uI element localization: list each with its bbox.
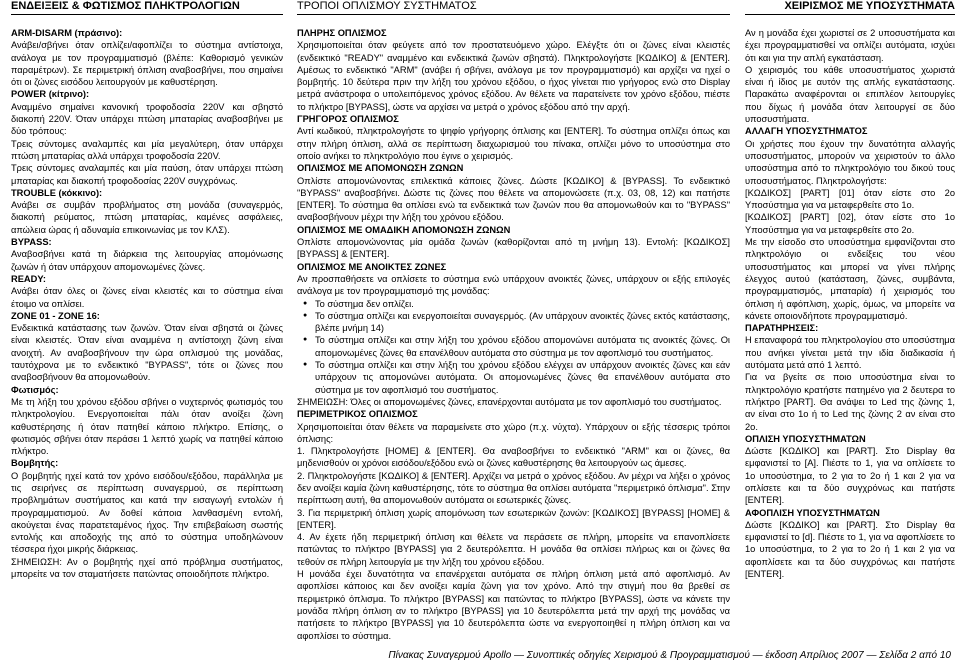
paragraph: Αναμμένο σημαίνει κανονική τροφοδοσία 220V και σβηστό διακοπή 220V. Όταν υπάρχει πτώση μπαταρίας αναβοσβήνει με δύο τρόπους: (11, 101, 283, 137)
paragraph: 3. Για περιμετρική όπλιση χωρίς απομόνωση των εσωτερικών ζωνών: [ΚΩΔΙΚΟΣ] [BYPASS] [HOME] & [ENTER]. (297, 507, 730, 530)
column-arming-modes (297, 0, 730, 642)
column-indicators (11, 0, 283, 580)
list-item: ● Το σύστημα οπλίζει και στην λήξη του χρόνου εξόδου απομονώνει αυτόματα τις ανοικτές ζώνες. Οι απομονωμένες ζώνες θα επανέλθουν αυτόματα στο σύστημα με τον αφοπλισμό του συστήματος. (315, 334, 730, 359)
column-body-indicators (11, 27, 283, 580)
column-title-arming-modes: ΤΡΟΠΟΙ ΟΠΛΙΣΜΟΥ ΣΥΣΤΗΜΑΤΟΣ (297, 0, 730, 15)
section-heading: READY: (11, 273, 46, 284)
paragraph: ΣΗΜΕΙΩΣΗ: Αν ο βομβητής ηχεί από πρόβλημα συστήματος, μπορείτε να τον σταματήσετε πατώντας οποιοδήποτε πλήκτρο. (11, 556, 283, 580)
paragraph: Τρεις σύντομες αναλαμπές και μία μεγαλύτερη, όταν υπάρχει πτώση μπαταρίας αλλά υπάρχει τροφοδοσία 220V. (11, 138, 283, 161)
list-item: ● Το σύστημα δεν οπλίζει. (315, 298, 730, 310)
paragraph: 4. Αν έχετε ήδη περιμετρική όπλιση και θέλετε να περάσετε σε πλήρη, μπορείτε να επανοπλίσετε πατώντας το πλήκτρο [BYPASS] για 2 δευτερόλεπτα. Η μονάδα θα οπλίσει πλήρως και οι ζώνες θα τεθούν σε πλήρη λειτουργία με την λήξη του χρόνου εξόδου. (297, 532, 730, 567)
column-body-arming-modes (297, 27, 730, 642)
paragraph: Με την είσοδο στο υποσύστημα εμφανίζονται στο πληκτρολόγιο οι ενδείξεις του νέου υποσυστήματος και μπορεί να γίνει πλήρης έλεγχος αυτού (κατάσταση, ζώνες, συμβάντα, προγραμματισμός, μπαταρία) ή χειρισμός του όπλιση ή αφόπλιση, χωρίς, όμως, να μπορείτε να κάνετε οποιονδήποτε προγραμματισμό. (745, 237, 955, 321)
paragraph: Ο βομβητής ηχεί κατά τον χρόνο εισόδου/εξόδου, παράλληλα με τις σειρήνες σε περίπτωση συναγερμού, σε περίπτωση προβλημάτων συστήματος και κατά την εισαγωγή εντολών ή προγραμματισμού. Αν δοθεί κάποια λανθασμένη εντολή, ακούγεται ένας παρατεταμένος ήχος. Την επιβεβαίωση σωστής εντολής και αποδοχής της από το σύστημα υποδηλώνουν τέσσερα ήχοι μικρής διάρκειας. (11, 470, 283, 555)
paragraph: Οπλίστε απομονώνοντας επιλεκτικά κάποιες ζώνες. Δώστε [ΚΩΔΙΚΟ] & [BYPASS]. Το ενδεικτικό "BYPASS" αναβοσβήνει. Δώστε τις ζώνες που θέλετε να απομονώσετε (π.χ. 03, 08, 12) και πατήστε [ENTER]. Το σύστημα θα οπλίσει ενώ τα ενδεικτικά των ζωνών που θα απομονωθούν και το "BYPASS" αναβοσβήνουν μέχρι την λήξη του χρόνου εξόδου. (297, 175, 730, 223)
column-body-subsystems (745, 27, 955, 580)
paragraph: [ΚΩΔΙΚΟΣ] [PART] [02], όταν είστε στο 1ο Υποσύστημα για να μεταφερθείτε στο 2ο. (745, 212, 955, 235)
paragraph: Για να βγείτε σε ποιο υποσύστημα είναι το πληκτρολόγιο κρατήστε πατημένο για 2 δευτερα το πλήκτρο [PART]. Θα ανάψει το Led της ζώνης 1, αν είναι στο 1ο ή το Led της ζώνης 2 αν είναι στο 2ο. (745, 372, 955, 432)
paragraph: Ανάβει σε συμβάν προβλήματος στη μονάδα (συναγερμός, διακοπή ρεύματος, πτώση μπαταρίας, καμένες ασφάλειες, απώλεια ώρας ή αδυναμία επικοινωνίας με τον ΚΛΣ). (11, 200, 283, 235)
paragraph: Δώστε [ΚΩΔΙΚΟ] και [PART]. Στο Display θα εμφανιστεί το [d]. Πιέστε το 1, για να αφοπλίσετε το 1ο υποσύστημα, το 2 για το 2ο ή 1 και 2 για να αφοπλίσετε και τα δύο συγχρόνως και πατήστε [ENTER]. (745, 519, 955, 580)
section-heading: ΟΠΛΙΣΗ ΥΠΟΣΥΣΤΗΜΑΤΩΝ (745, 433, 866, 444)
paragraph: Αντί κωδικού, πληκτρολογήστε το ψηφίο γρήγορης όπλισης και [ENTER]. Το σύστημα οπλίζει όπως και στην πλήρη όπλιση, αλλά σε περίπτωση διαχωρισμού του πίνακα, οπλίζει μόνο το υποσύστημα στο οποίο ανήκει το πληκτρολόγιο που έγινε ο χειρισμός. (297, 126, 730, 161)
section-heading: ΑΦΟΠΛΙΣΗ ΥΠΟΣΥΣΤΗΜΑΤΩΝ (745, 507, 880, 518)
section-heading: ΟΠΛΙΣΜΟΣ ΜΕ ΑΝΟΙΚΤΕΣ ΖΩΝΕΣ (297, 261, 447, 272)
paragraph: Τρεις σύντομες αναλαμπές και μία παύση, όταν υπάρχει πτώση μπαταρίας και διακοπή τροφοδοσίας 220V συγχρόνως. (11, 163, 283, 186)
section-heading: ΠΑΡΑΤΗΡΗΣΕΙΣ: (745, 323, 819, 334)
section-heading: ΟΠΛΙΣΜΟΣ ΜΕ ΟΜΑΔΙΚΗ ΑΠΟΜΟΝΩΣΗ ΖΩΝΩΝ (297, 224, 511, 235)
paragraph: Η επαναφορά του πληκτρολογίου στο υποσύστημα που ανήκει γίνεται μετά την ιδία διαδικασία ή αυτόματα μετά από 1 λεπτό. (745, 335, 955, 371)
paragraph: Οπλίστε απομονώνοντας μία ομάδα ζωνών (καθορίζονται από τη μνήμη 13). Εντολή: [ΚΩΔΙΚΟΣ] [BYPASS] & [ENTER]. (297, 237, 730, 260)
section-heading: ZONE 01 - ZONE 16: (11, 310, 100, 321)
column-title-subsystems: ΧΕΙΡΙΣΜΟΣ ΜΕ ΥΠΟΣΥΣΤΗΜΑΤΑ (745, 0, 955, 15)
paragraph: Ο χειρισμός του κάθε υποσυστήματος χωριστά είναι ή ίδιος με αυτόν της απλής εγκατάστασης. Παρακάτω αναφέρονται οι επιπλέον λειτουργίες που δίχως ή μονάδα όταν λειτουργεί σε δύο υποσυστήματα. (745, 64, 955, 125)
column-subsystems (745, 0, 955, 580)
paragraph: [ΚΩΔΙΚΟΣ] [PART] [01] όταν είστε στο 2ο Υποσύστημα για να μεταφερθείτε στο 1ο. (745, 187, 955, 211)
paragraph: Χρησιμοποιείται όταν θέλετε να παραμείνετε στο χώρο (π.χ. νύχτα). Υπάρχουν οι εξής τέσσερις τρόποι όπλισης: (297, 421, 730, 444)
paragraph: Αν προσπαθήσετε να οπλίσετε το σύστημα ενώ υπάρχουν ανοικτές ζώνες, υπάρχουν οι εξής επιλογές ανάλογα με τον προγραμματισμό της μονάδας: (297, 273, 730, 297)
section-heading: ΟΠΛΙΣΜΟΣ ΜΕ ΑΠΟΜΟΝΩΣΗ ΖΩΝΩΝ (297, 163, 464, 174)
list-item: ● Το σύστημα οπλίζει και ενεργοποιείται συναγερμός. (Αν υπάρχουν ανοικτές ζώνες εκτός κατάστασης, βλέπε μνήμη 14) (315, 310, 730, 335)
list-item: ● Το σύστημα οπλίζει και στην λήξη του χρόνου εξόδου ελέγχει αν υπάρχουν ανοικτές ζώνες και εάν υπάρχουν τις απομονώνει αυτόματα. Οι απομονωμένες ζώνες θα επανέλθουν αυτόματα στο σύστημα με τον αφοπλισμό του συστήματος. (315, 359, 730, 396)
paragraph: Η μονάδα έχει δυνατότητα να επανέρχεται αυτόματα σε πλήρη όπλιση μετά από αφοπλισμό. Αν αφοπλίσει κάποιος και δεν ανοίξει καμία ζώνη για τον χρόνο. Από την στιγμή που θα βρεθεί σε περιμετρικό όπλισμα. Το πλήκτρο [BYPASS] και πατώντας το πλήκτρο [BYPASS], ώστε να κάνετε την μονάδα πλήρη όπλιση αν το πλήκτρο [BYPASS] για 10 δευτερόλεπτα μετά την αρχή της μονάδας να πατήσετε το πλήκτρο [BYPASS] για 10 δευτερόλεπτα ώστε να ενεργοποιηθεί η πλήρη όπλιση και να αφοπλίσει το σύστημα. (297, 569, 730, 641)
paragraph: 1. Πληκτρολογήστε [HOME] & [ENTER]. Θα αναβοσβήνει το ενδεικτικό "ARM" και οι ζώνες, θα μηδενισθούν οι χρόνοι εισόδου/εξόδου ενώ οι ζώνες καθυστέρησης θα λειτουργούν ως άμεσες. (297, 446, 730, 469)
paragraph: Οι χρήστες που έχουν την δυνατότητα αλλαγής υποσυστήματος, μπορούν να χειριστούν το άλλο υποσύστημα από το πληκτρολόγιο του δικού τους υποσυστήματος. Πληκτρολογήστε: (745, 138, 955, 186)
section-heading: POWER (κίτρινο): (11, 89, 90, 100)
paragraph: Χρησιμοποιείται όταν φεύγετε από τον προστατευόμενο χώρο. Ελέγξτε ότι οι ζώνες είναι κλειστές (ενδεικτικό "READY" αναμμένο και ενδεικτικά ζωνών σβηστά). Πληκτρολογήστε [ΚΩΔΙΚΟ] & [ENTER]. Αμέσως το ενδεικτικό "ARM" (ανάβει ή σβήνει, ανάλογα με τον προγραμματισμό) και αρχίζει να ηχεί ο βομβητής. 10 δεύτερα πριν την λήξη του χρόνου εξόδου, ο ήχος γίνεται πιο γρήγορος ενώ στο Display μετρά ανάστροφα ο υπολειπόμενος χρόνος εξόδου. Αν θέλετε να παρατείνετε τον χρόνο εξόδου, πιέστε το πλήκτρο [BYPASS], ώστε να αρχίσει να μετρά ο χρόνος εξόδου από την αρχή. (297, 40, 730, 112)
paragraph: Αναβοσβήνει κατά τη διάρκεια της λειτουργίας απομόνωσης ζωνών ή όταν υπάρχουν απομονωμένες ζώνες. (11, 249, 283, 272)
paragraph: Δώστε [ΚΩΔΙΚΟ] και [PART]. Στο Display θα εμφανιστεί το [A]. Πιέστε το 1, για να οπλίσετε το 1ο υποσύστημα, το 2 για το 2ο ή 1 και 2 για να οπλίσετε και τα δύο συγχρόνως και πατήστε [ENTER]. (745, 446, 955, 506)
section-heading: ARM-DISARM (πράσινο): (11, 28, 123, 38)
bullet-list (297, 298, 730, 396)
page-footer: Πίνακας Συναγερμού Apollo — Συνοπτικές οδηγίες Χειρισμού & Προγραμματισμού — έκδοση Απρίλιος 2007 — Σελίδα 2 από 10 (388, 650, 951, 661)
paragraph: 2. Πληκτρολογήστε [ΚΩΔΙΚΟ] & [ENTER]. Αρχίζει να μετρά ο χρόνος εξόδου. Αν μέχρι να λήξει ο χρόνος δεν ανοίξει καμία ζώνη καθυστέρησης, τότε το σύστημα θα οπλίσει αυτόματα "περιμετρικό όπλισμα". Στην περίπτωση αυτή, θα απομονωθούν αυτόματα οι εσωτερικές ζώνες. (297, 470, 730, 506)
paragraph: Ανάβει/σβήνει όταν οπλίζει/αφοπλίζει το σύστημα αντίστοιχα, ανάλογα με τον προγραμματισμό (βλέπε: Καθορισμό γενικών παραμέτρων). Σε περιμετρική όπλιση αναβοσβήνει, που σημαίνει ότι οι ζώνες εισόδου λειτουργούν με καθυστέρηση. (11, 40, 283, 88)
paragraph: ΣΗΜΕΙΩΣΗ: Όλες οι απομονωμένες ζώνες, επανέρχονται αυτόματα με τον αφοπλισμό του συστήματος. (297, 396, 722, 407)
section-heading: ΠΛΗΡΗΣ ΟΠΛΙΣΜΟΣ (297, 28, 387, 38)
section-heading: ΠΕΡΙΜΕΤΡΙΚΟΣ ΟΠΛΙΣΜΟΣ (297, 409, 418, 420)
paragraph: Ανάβει όταν όλες οι ζώνες είναι κλειστές και το σύστημα είναι έτοιμο να οπλίσει. (11, 286, 283, 309)
section-heading: Φωτισμός: (11, 384, 59, 395)
paragraph: Με τη λήξη του χρόνου εξόδου σβήνει ο νυχτερινός φωτισμός του πληκτρολογίου. Ενεργοποιείται πάλι όταν ανοίξει ζώνη καθυστέρησης ή όταν πατηθεί κάποιο πλήκτρο. Επίσης, ο φωτισμός σβήνει όταν περάσει 1 λεπτό χωρίς να πατηθεί κάποιο πλήκτρο. (11, 396, 283, 457)
section-heading: ΑΛΛΑΓΗ ΥΠΟΣΥΣΤΗΜΑΤΟΣ (745, 126, 868, 137)
column-title-indicators: ΕΝΔΕΙΞΕΙΣ & ΦΩΤΙΣΜΟΣ ΠΛΗΚΤΡΟΛΟΓΙΩΝ (11, 0, 283, 15)
paragraph: Ενδεικτικά κατάστασης των ζωνών. Όταν είναι σβηστά οι ζώνες είναι κλειστές. Όταν είναι αναμμένα η αντίστοιχη ζώνη είναι ανοιχτή. Αν αναβοσβήνουν την ώρα οπλισμού της μονάδας, ταυτόχρονα με το ενδεικτικό "BYPASS", τότε οι ζώνες που αναβοσβήνουν θα απομονωθούν. (11, 323, 283, 383)
section-heading: TROUBLE (κόκκινο): (11, 187, 103, 198)
paragraph: Αν η μονάδα έχει χωριστεί σε 2 υποσυστήματα και έχει προγραμματισθεί να οπλίζει αυτόματα, ισχύει ότι και για την απλή εγκατάσταση. (745, 28, 955, 63)
section-heading: Βομβητής: (11, 458, 59, 469)
section-heading: ΓΡΗΓΟΡΟΣ ΟΠΛΙΣΜΟΣ (297, 114, 399, 125)
section-heading: BYPASS: (11, 237, 52, 248)
